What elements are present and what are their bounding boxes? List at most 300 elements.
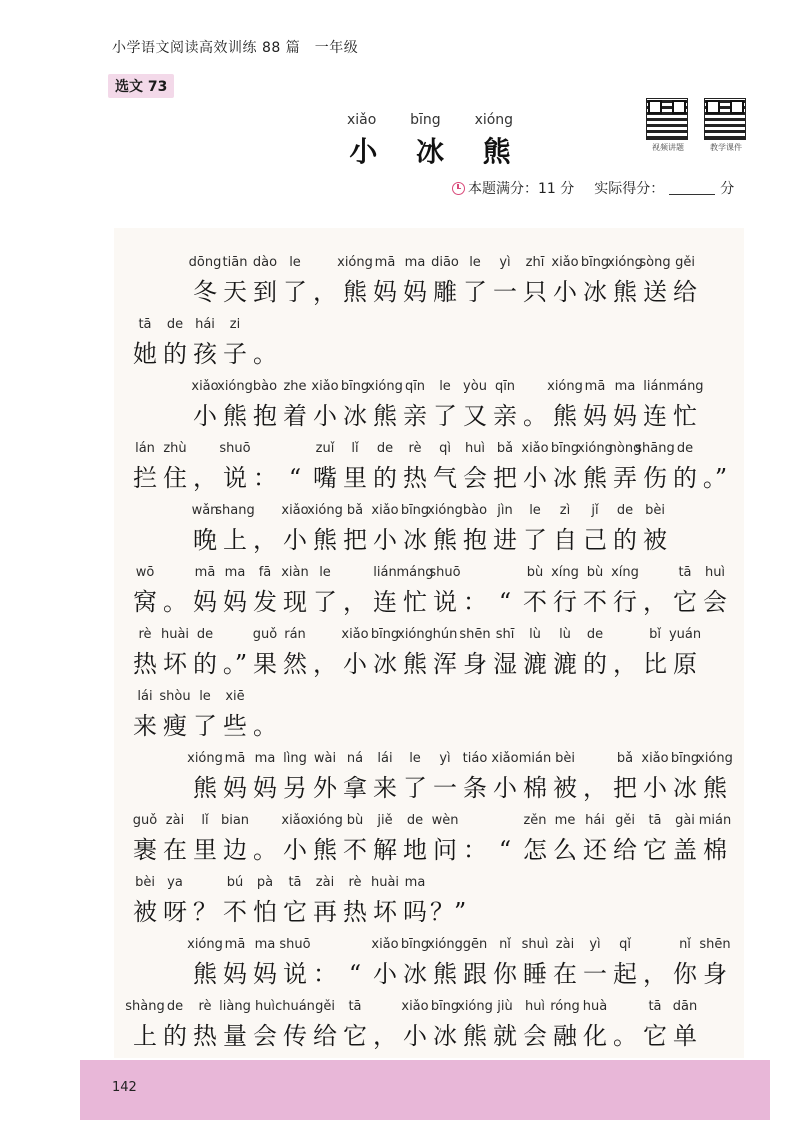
- char-cell: [670, 748, 700, 806]
- hanzi: 解: [373, 836, 397, 864]
- pinyin: [640, 562, 670, 584]
- hanzi: 弄: [613, 464, 637, 492]
- char-cell: [520, 810, 550, 868]
- pinyin: shuō: [429, 565, 461, 580]
- char-cell: [280, 748, 310, 806]
- pinyin: de: [676, 441, 694, 456]
- char-cell: [580, 562, 610, 620]
- char-cell: [307, 500, 343, 558]
- char-cell: [130, 562, 160, 620]
- pinyin: nòng: [608, 441, 642, 456]
- hanzi: 会: [463, 464, 487, 492]
- story-text: [125, 252, 750, 1058]
- pinyin: xiǎo: [191, 379, 219, 394]
- pinyin: [160, 562, 190, 584]
- char-cell: [460, 934, 490, 992]
- char-cell: [430, 252, 460, 310]
- hanzi: 了: [313, 588, 337, 616]
- pinyin: zi: [229, 317, 241, 332]
- story-line: [130, 872, 750, 934]
- char-cell: [520, 500, 550, 558]
- char-cell: [520, 252, 550, 310]
- hanzi: 热: [133, 650, 157, 678]
- char-cell: [490, 252, 520, 310]
- char-cell: [700, 562, 730, 620]
- char-cell: [190, 314, 220, 372]
- char-cell: [666, 376, 704, 434]
- pinyin: zì: [559, 503, 571, 518]
- pinyin: [490, 562, 520, 584]
- pinyin: shuō: [219, 441, 251, 456]
- hanzi: 嘴: [313, 464, 337, 492]
- pinyin: bǎ: [346, 503, 364, 518]
- char-cell: [460, 376, 490, 434]
- char-cell: [610, 500, 640, 558]
- story-line: [130, 624, 750, 686]
- story-line: [130, 314, 750, 376]
- char-cell: [550, 624, 580, 682]
- pinyin: zhù: [163, 441, 187, 456]
- pinyin: xiǎo: [371, 503, 399, 518]
- char-cell: [130, 624, 160, 682]
- pinyin: xiǎo: [281, 503, 309, 518]
- hanzi: 它: [673, 588, 697, 616]
- pinyin: shāng: [635, 441, 675, 456]
- hanzi: 熊: [313, 836, 337, 864]
- hanzi: 身: [703, 960, 727, 988]
- pinyin: [580, 748, 610, 770]
- pinyin: de: [196, 627, 214, 642]
- hanzi: 熊: [583, 464, 607, 492]
- char-cell: [460, 748, 490, 806]
- char-cell: [640, 810, 670, 868]
- story-line: [130, 252, 750, 314]
- pinyin: jìn: [497, 503, 513, 518]
- hanzi: 被: [553, 774, 577, 802]
- score-unit: 分: [720, 181, 735, 197]
- char-cell: [340, 872, 370, 930]
- pinyin: xióng: [217, 379, 253, 394]
- hanzi: 被: [643, 526, 667, 554]
- pinyin: xíng: [611, 565, 639, 580]
- hanzi: ，: [373, 1022, 397, 1050]
- char-cell: [190, 562, 220, 620]
- hanzi: 融: [553, 1022, 577, 1050]
- pinyin: lián: [373, 565, 397, 580]
- char-cell: [430, 996, 460, 1054]
- hanzi: 冰: [403, 960, 427, 988]
- char-cell: [400, 252, 430, 310]
- char-cell: [307, 810, 343, 868]
- char-cell: [280, 872, 310, 930]
- char-cell: [550, 934, 580, 992]
- char-cell: [310, 934, 340, 992]
- pinyin: [190, 438, 220, 460]
- hanzi: 热: [403, 464, 427, 492]
- hanzi: 单: [673, 1022, 697, 1050]
- hanzi: ，: [313, 278, 337, 306]
- hanzi: 拦: [133, 464, 157, 492]
- pinyin: bīng: [400, 503, 430, 518]
- char-cell: [430, 438, 460, 496]
- hanzi: 妈: [613, 402, 637, 430]
- pinyin: xióng: [187, 937, 223, 952]
- char-cell: [130, 872, 160, 930]
- pinyin: chuán: [275, 999, 315, 1014]
- pinyin: de: [166, 317, 184, 332]
- char-cell: [427, 934, 463, 992]
- char-cell: [250, 562, 280, 620]
- hanzi: 睡: [523, 960, 547, 988]
- hanzi: 说: [433, 588, 457, 616]
- story-line: [130, 810, 750, 872]
- hanzi: 了: [463, 278, 487, 306]
- char-cell: [550, 748, 580, 806]
- pinyin: wō: [135, 565, 155, 580]
- hanzi: 了: [403, 774, 427, 802]
- hanzi: 的: [163, 340, 187, 368]
- char-cell: [250, 810, 280, 868]
- hanzi: ？”: [430, 898, 467, 926]
- hanzi: 小: [283, 836, 307, 864]
- char-cell: [580, 996, 610, 1054]
- pinyin: bīng: [550, 441, 580, 456]
- char-cell: [490, 934, 520, 992]
- title-pinyin-2: bīng: [410, 112, 441, 128]
- hanzi: 漉: [523, 650, 547, 678]
- char-cell: [190, 686, 220, 744]
- pinyin: tā: [288, 875, 302, 890]
- pinyin: rè: [408, 441, 422, 456]
- char-cell: [340, 996, 370, 1054]
- pinyin: máng: [666, 379, 704, 394]
- hanzi: 就: [493, 1022, 517, 1050]
- char-cell: [670, 438, 700, 496]
- hanzi: 比: [643, 650, 667, 678]
- pinyin: wèn: [431, 813, 459, 828]
- hanzi: 的: [373, 464, 397, 492]
- hanzi: 着: [283, 402, 307, 430]
- char-cell: [187, 748, 223, 806]
- score-blank-field[interactable]: [669, 182, 715, 195]
- hanzi: 的: [673, 464, 697, 492]
- char-cell: [250, 252, 280, 310]
- hanzi: 送: [643, 278, 667, 306]
- pinyin: xiǎo: [551, 255, 579, 270]
- hanzi: 妈: [253, 960, 277, 988]
- hanzi: 自: [553, 526, 577, 554]
- pinyin: xióng: [307, 503, 343, 518]
- pinyin: tiān: [222, 255, 248, 270]
- char-cell: [640, 562, 670, 620]
- pinyin: guǒ: [252, 627, 278, 642]
- char-cell: [430, 810, 460, 868]
- hanzi: 冰: [673, 774, 697, 802]
- hanzi: 。: [613, 1022, 637, 1050]
- char-cell: [190, 872, 220, 930]
- char-cell: [610, 624, 640, 682]
- hanzi: 然: [283, 650, 307, 678]
- char-cell: [130, 438, 160, 496]
- char-cell: [430, 872, 467, 930]
- hanzi: 身: [463, 650, 487, 678]
- hanzi: 。”: [222, 650, 248, 678]
- char-cell: [580, 252, 610, 310]
- char-cell: [220, 748, 250, 806]
- hanzi: 小: [313, 402, 337, 430]
- hanzi: 不: [523, 588, 547, 616]
- char-cell: [370, 624, 400, 682]
- char-cell: [340, 810, 370, 868]
- char-cell: [370, 872, 400, 930]
- pinyin: lìng: [283, 751, 307, 766]
- char-cell: [250, 872, 280, 930]
- pinyin: le: [439, 379, 451, 394]
- pinyin: xióng: [307, 813, 343, 828]
- pinyin: bīng: [580, 255, 610, 270]
- char-cell: [430, 562, 460, 620]
- char-cell: [280, 624, 310, 682]
- pinyin: hái: [585, 813, 605, 828]
- char-cell: [547, 376, 583, 434]
- hanzi: 现: [283, 588, 307, 616]
- pinyin: gěi: [675, 255, 695, 270]
- hanzi: 把: [493, 464, 517, 492]
- hanzi: 妈: [403, 278, 427, 306]
- char-cell: [250, 624, 280, 682]
- hanzi: 它: [283, 898, 307, 926]
- char-cell: [670, 624, 700, 682]
- pinyin: bèi: [555, 751, 575, 766]
- hanzi: 漉: [553, 650, 577, 678]
- hanzi: 熊: [193, 774, 217, 802]
- score-actual-label: 实际得分：: [594, 181, 665, 197]
- hanzi: 把: [613, 774, 637, 802]
- hanzi: 她: [133, 340, 157, 368]
- hanzi: 小: [403, 1022, 427, 1050]
- pinyin: wài: [313, 751, 337, 766]
- hanzi: ，: [613, 650, 637, 678]
- hanzi: 它: [643, 836, 667, 864]
- pinyin: ma: [614, 379, 636, 394]
- hanzi: 么: [553, 836, 577, 864]
- story-line: [130, 376, 750, 438]
- pinyin: shēn: [459, 627, 491, 642]
- char-cell: [490, 562, 520, 620]
- char-cell: [610, 934, 640, 992]
- pinyin: gěi: [615, 813, 635, 828]
- pinyin: [250, 500, 280, 522]
- pinyin: bào: [462, 503, 488, 518]
- hanzi: 浑: [433, 650, 457, 678]
- pinyin: fā: [258, 565, 272, 580]
- pinyin: le: [469, 255, 481, 270]
- char-cell: [250, 686, 280, 744]
- hanzi: 量: [223, 1022, 247, 1050]
- pinyin: huì: [704, 565, 726, 580]
- hanzi: “: [498, 836, 512, 864]
- hanzi: 妈: [583, 402, 607, 430]
- char-cell: [220, 314, 250, 372]
- pinyin: xióng: [427, 503, 463, 518]
- hanzi: 不: [583, 588, 607, 616]
- hanzi: 熊: [343, 278, 367, 306]
- qr-code-courseware[interactable]: [704, 98, 748, 152]
- pinyin: [220, 624, 250, 646]
- score-full-label: 本题满分：11 分: [468, 181, 575, 197]
- char-cell: [310, 624, 340, 682]
- hanzi: 小: [283, 526, 307, 554]
- pinyin: shuō: [279, 937, 311, 952]
- hanzi: 传: [283, 1022, 307, 1050]
- char-cell: [550, 252, 580, 310]
- char-cell: [490, 996, 520, 1054]
- char-cell: [310, 376, 340, 434]
- char-cell: [490, 376, 520, 434]
- pinyin: [310, 624, 340, 646]
- pinyin: huà: [582, 999, 608, 1014]
- char-cell: [160, 872, 190, 930]
- hanzi: ，: [343, 588, 367, 616]
- char-cell: [190, 996, 220, 1054]
- hanzi: 。: [253, 340, 277, 368]
- pinyin: zhe: [283, 379, 307, 394]
- hanzi: 上: [133, 1022, 157, 1050]
- char-cell: [430, 376, 460, 434]
- hanzi: 行: [613, 588, 637, 616]
- pinyin: huì: [464, 441, 486, 456]
- qr-code-video[interactable]: [646, 98, 690, 152]
- char-cell: [280, 500, 310, 558]
- hanzi: 只: [523, 278, 547, 306]
- char-cell: [220, 996, 250, 1054]
- pinyin: zài: [315, 875, 335, 890]
- char-cell: [340, 748, 370, 806]
- hanzi: 呀: [163, 898, 187, 926]
- char-cell: [460, 252, 490, 310]
- char-cell: [220, 810, 250, 868]
- pinyin: mián: [518, 751, 552, 766]
- hanzi: 怕: [253, 898, 277, 926]
- pinyin: wǎn: [191, 503, 219, 518]
- pinyin: [700, 438, 730, 460]
- pinyin: ná: [346, 751, 364, 766]
- pinyin: xióng: [547, 379, 583, 394]
- pinyin: mā: [224, 937, 246, 952]
- char-cell: [610, 562, 640, 620]
- hanzi: 小: [643, 774, 667, 802]
- hanzi: ：: [253, 464, 277, 492]
- pinyin: pà: [256, 875, 274, 890]
- pinyin: yì: [499, 255, 511, 270]
- char-cell: [340, 500, 370, 558]
- pinyin: yuán: [668, 627, 702, 642]
- pinyin: bīng: [430, 999, 460, 1014]
- hanzi: 另: [283, 774, 307, 802]
- pinyin: shēn: [699, 937, 731, 952]
- hanzi: 熊: [373, 402, 397, 430]
- char-cell: [427, 500, 463, 558]
- hanzi: ，: [643, 960, 667, 988]
- char-cell: [340, 624, 370, 682]
- pinyin: [610, 624, 640, 646]
- pinyin: dào: [252, 255, 278, 270]
- char-cell: [190, 810, 220, 868]
- title-char-3: 熊: [482, 135, 511, 168]
- hanzi: 棉: [703, 836, 727, 864]
- char-cell: [550, 562, 580, 620]
- hanzi: 会: [253, 1022, 277, 1050]
- hanzi: ：: [463, 588, 487, 616]
- pinyin: bù: [586, 565, 604, 580]
- hanzi: 不: [223, 898, 247, 926]
- pinyin: le: [319, 565, 331, 580]
- char-cell: [460, 438, 490, 496]
- char-cell: [280, 376, 310, 434]
- char-cell: [490, 624, 520, 682]
- title-pinyin-1: xiǎo: [346, 112, 377, 128]
- pinyin: mā: [584, 379, 606, 394]
- hanzi: 来: [133, 712, 157, 740]
- pinyin: gěi: [315, 999, 335, 1014]
- hanzi: 原: [673, 650, 697, 678]
- pinyin: [460, 810, 490, 832]
- char-cell: [635, 438, 675, 496]
- char-cell: [130, 314, 160, 372]
- pinyin: bǐ: [649, 627, 661, 642]
- char-cell: [400, 934, 430, 992]
- hanzi: 在: [553, 960, 577, 988]
- char-cell: [220, 934, 250, 992]
- pinyin: xióng: [457, 999, 493, 1014]
- story-line: [130, 562, 750, 624]
- story-line: [130, 748, 750, 810]
- hanzi: 。: [523, 402, 547, 430]
- char-cell: [275, 996, 315, 1054]
- pinyin: lái: [137, 689, 153, 704]
- pinyin: rè: [348, 875, 362, 890]
- char-cell: [640, 934, 670, 992]
- char-cell: [640, 500, 670, 558]
- char-cell: [250, 748, 280, 806]
- pinyin: mián: [698, 813, 732, 828]
- hanzi: 热: [343, 898, 367, 926]
- pinyin: [310, 934, 340, 956]
- hanzi: 小: [373, 960, 397, 988]
- char-cell: [190, 624, 220, 682]
- char-cell: [670, 810, 700, 868]
- pinyin: xióng: [337, 255, 373, 270]
- pinyin: [250, 686, 280, 708]
- hanzi: 妈: [223, 774, 247, 802]
- pinyin: liàng: [219, 999, 251, 1014]
- char-cell: [250, 314, 280, 372]
- char-cell: [130, 810, 160, 868]
- pinyin: nǐ: [499, 937, 511, 952]
- hanzi: 小: [523, 464, 547, 492]
- char-cell: [370, 748, 400, 806]
- hanzi: 给: [673, 278, 697, 306]
- hanzi: 一: [433, 774, 457, 802]
- char-cell: [580, 748, 610, 806]
- pinyin: yì: [439, 751, 451, 766]
- pinyin: tā: [648, 813, 662, 828]
- hanzi: 小: [343, 650, 367, 678]
- char-cell: [520, 376, 550, 434]
- qr-code-icon: [646, 98, 688, 140]
- pinyin: sòng: [639, 255, 671, 270]
- hanzi: 被: [133, 898, 157, 926]
